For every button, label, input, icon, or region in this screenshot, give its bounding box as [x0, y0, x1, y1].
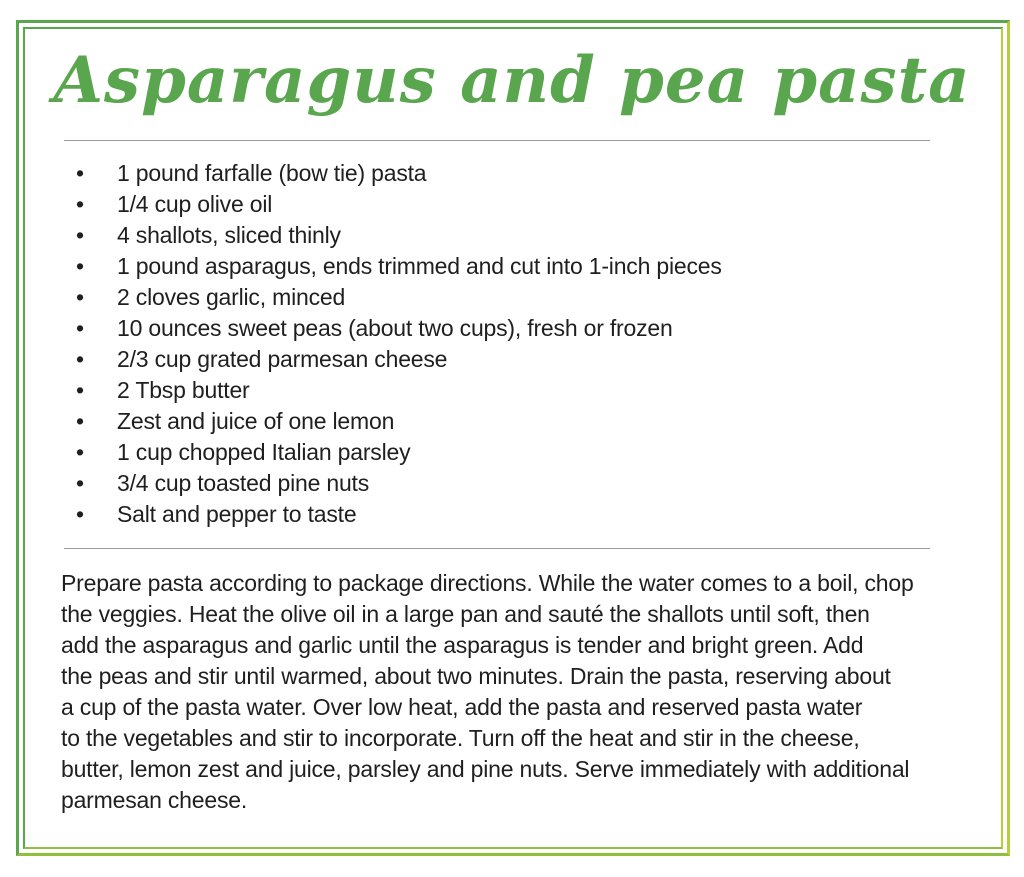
ingredient-text: 1 pound asparagus, ends trimmed and cut into 1-inch pieces: [117, 253, 722, 279]
ingredient-item: [76, 406, 936, 437]
bullet-icon: •: [76, 315, 84, 341]
ingredient-item: [76, 499, 936, 530]
ingredient-text: 1 cup chopped Italian parsley: [117, 439, 411, 465]
ingredient-text: 10 ounces sweet peas (about two cups), fresh or frozen: [117, 315, 673, 341]
directions-text: Prepare pasta according to package directions. While the water comes to a boil, chop the veggies. Heat the olive oil in a large pan and sauté the shallots until soft, then add the asparagus and garlic until the asparagus is tender and bright green. Add the peas and stir until warmed, about two minutes. Drain the pasta, reserving about a cup of the pasta water. Over low heat, add the pasta and reserved pasta water to the vegetables and stir to incorporate. Turn off the heat and stir in the cheese, butter, lemon zest and juice, parsley and pine nuts. Serve immediately with additional parmesan cheese.: [61, 570, 914, 813]
ingredient-text: 3/4 cup toasted pine nuts: [117, 470, 370, 496]
bullet-icon: •: [76, 470, 84, 496]
ingredient-text: 2 cloves garlic, minced: [117, 284, 346, 310]
bullet-icon: •: [76, 408, 84, 434]
ingredient-text: 2 Tbsp butter: [117, 377, 250, 403]
bullet-icon: •: [76, 346, 84, 372]
ingredient-item: [76, 189, 936, 220]
ingredient-item: [76, 344, 936, 375]
ingredient-text: Zest and juice of one lemon: [117, 408, 395, 434]
bullet-icon: •: [76, 501, 84, 527]
ingredients-divider: [64, 548, 930, 549]
bullet-icon: •: [76, 284, 84, 310]
ingredient-item: [76, 282, 936, 313]
bullet-icon: •: [76, 377, 84, 403]
ingredient-text: Salt and pepper to taste: [117, 501, 357, 527]
bullet-icon: •: [76, 160, 84, 186]
ingredient-item: [76, 313, 936, 344]
bullet-icon: •: [76, 253, 84, 279]
ingredient-text: 4 shallots, sliced thinly: [117, 222, 341, 248]
bullet-icon: •: [76, 222, 84, 248]
ingredient-item: [76, 251, 936, 282]
ingredient-item: [76, 375, 936, 406]
bullet-icon: •: [76, 439, 84, 465]
ingredient-item: [76, 437, 936, 468]
ingredient-text: 1/4 cup olive oil: [117, 191, 273, 217]
ingredients-list: [76, 158, 936, 530]
ingredient-item: [76, 158, 936, 189]
title-divider: [64, 140, 930, 141]
bullet-icon: •: [76, 191, 84, 217]
recipe-title: Asparagus and pea pasta: [53, 43, 971, 118]
ingredient-text: 2/3 cup grated parmesan cheese: [117, 346, 448, 372]
ingredient-item: [76, 468, 936, 499]
ingredient-item: [76, 220, 936, 251]
ingredient-text: 1 pound farfalle (bow tie) pasta: [117, 160, 427, 186]
